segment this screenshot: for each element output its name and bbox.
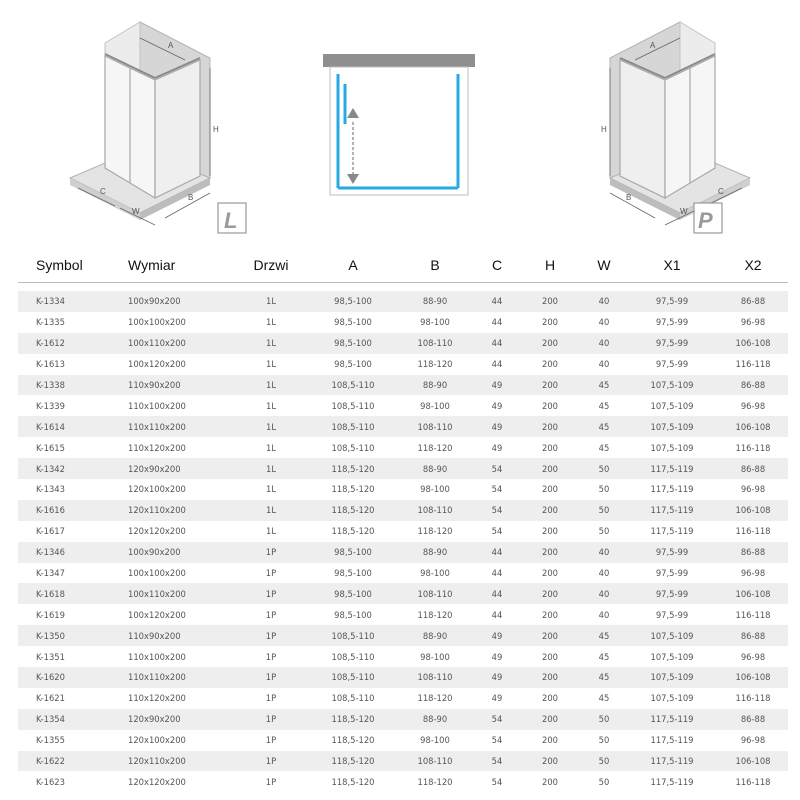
cell-w: 40 (598, 296, 610, 307)
cell-wymiar: 120x120x200 (128, 526, 186, 537)
cell-h: 200 (542, 672, 558, 683)
header-b: B (430, 257, 440, 273)
cell-a: 98,5-100 (334, 547, 372, 558)
cell-c: 49 (491, 630, 503, 641)
cell-wymiar: 120x110x200 (128, 505, 186, 516)
cell-c: 49 (491, 442, 503, 453)
cell-x1: 107,5-109 (650, 421, 694, 432)
cell-symbol: K-1350 (36, 630, 65, 641)
cell-b: 118-120 (417, 359, 453, 370)
cell-a: 108,5-110 (331, 400, 375, 411)
diagram-area (0, 0, 800, 240)
cell-w: 50 (598, 756, 610, 767)
cell-drzwi: 1L (266, 317, 276, 328)
cell-w: 40 (598, 568, 610, 579)
label-b: B (188, 193, 194, 202)
cell-drzwi: 1P (265, 609, 277, 620)
cell-w: 45 (598, 651, 610, 662)
cell-b: 98-100 (420, 651, 450, 662)
label-c: C (100, 187, 106, 196)
cell-wymiar: 120x110x200 (128, 756, 186, 767)
cell-x1: 107,5-109 (650, 630, 694, 641)
cell-h: 200 (542, 714, 558, 725)
table-row (18, 709, 788, 730)
cell-drzwi: 1P (265, 588, 277, 599)
cell-symbol: K-1612 (36, 338, 65, 349)
cell-wymiar: 110x120x200 (128, 442, 186, 453)
label-a: A (168, 41, 174, 50)
cell-symbol: K-1354 (36, 714, 65, 725)
badge-p: P (698, 208, 713, 233)
cell-x2: 86-88 (740, 547, 766, 558)
cell-drzwi: 1L (266, 338, 276, 349)
cell-a: 108,5-110 (331, 693, 375, 704)
cell-x2: 96-98 (740, 651, 766, 662)
cell-x2: 96-98 (740, 484, 766, 495)
cell-b: 118-120 (417, 609, 453, 620)
cell-c: 49 (491, 400, 503, 411)
cell-x2: 116-118 (735, 776, 771, 787)
cell-symbol: K-1347 (36, 568, 65, 579)
cell-w: 40 (598, 588, 610, 599)
cell-h: 200 (542, 588, 558, 599)
cell-x1: 117,5-119 (650, 463, 694, 474)
cell-wymiar: 100x100x200 (128, 317, 186, 328)
cell-a: 118,5-120 (331, 756, 375, 767)
cell-symbol: K-1622 (36, 756, 65, 767)
cell-h: 200 (542, 735, 558, 746)
cell-h: 200 (542, 484, 558, 495)
cell-symbol: K-1334 (36, 296, 65, 307)
cell-h: 200 (542, 547, 558, 558)
cell-wymiar: 100x100x200 (128, 568, 186, 579)
cell-c: 44 (491, 588, 503, 599)
cell-h: 200 (542, 505, 558, 516)
cell-w: 45 (598, 693, 610, 704)
cell-x1: 107,5-109 (650, 442, 694, 453)
cell-h: 200 (542, 400, 558, 411)
cell-c: 54 (491, 484, 503, 495)
cell-drzwi: 1P (265, 568, 277, 579)
cell-x1: 97,5-99 (655, 338, 689, 349)
cell-x2: 106-108 (735, 338, 771, 349)
cell-wymiar: 110x100x200 (128, 651, 186, 662)
cell-w: 50 (598, 463, 610, 474)
cell-x2: 116-118 (735, 526, 771, 537)
cell-a: 118,5-120 (331, 735, 375, 746)
cell-h: 200 (542, 651, 558, 662)
cell-w: 40 (598, 338, 610, 349)
cell-x1: 97,5-99 (655, 609, 689, 620)
cell-x1: 97,5-99 (655, 296, 689, 307)
cell-x2: 96-98 (740, 317, 766, 328)
cell-a: 108,5-110 (331, 630, 375, 641)
cell-x1: 107,5-109 (650, 693, 694, 704)
cell-x1: 107,5-109 (650, 380, 694, 390)
cell-a: 98,5-100 (334, 317, 372, 328)
cell-w: 50 (598, 735, 610, 746)
header-row (18, 248, 788, 283)
cell-b: 108-110 (417, 338, 453, 349)
cell-h: 200 (542, 756, 558, 767)
cell-wymiar: 120x100x200 (128, 484, 186, 495)
cell-x1: 107,5-109 (650, 672, 694, 683)
spacer-row (18, 283, 788, 292)
cell-w: 45 (598, 630, 610, 641)
shower-right-diagram (560, 8, 760, 238)
header-x1: X1 (663, 257, 681, 273)
cell-h: 200 (542, 526, 558, 537)
cell-drzwi: 1L (266, 359, 276, 370)
cell-a: 118,5-120 (331, 463, 375, 474)
label-h: H (213, 125, 219, 134)
cell-c: 44 (491, 317, 503, 328)
cell-h: 200 (542, 317, 558, 328)
cell-b: 98-100 (420, 568, 450, 579)
cell-a: 98,5-100 (334, 296, 372, 307)
table-row (18, 730, 788, 751)
header-c: C (491, 257, 503, 273)
cell-symbol: K-1616 (36, 505, 65, 516)
cell-x2: 86-88 (740, 714, 766, 725)
cell-h: 200 (542, 442, 558, 453)
cell-h: 200 (542, 338, 558, 349)
label-w-right: W (680, 207, 688, 216)
cell-drzwi: 1P (265, 756, 277, 767)
cell-symbol: K-1346 (36, 547, 65, 558)
cell-x1: 117,5-119 (650, 714, 694, 725)
cell-x2: 86-88 (740, 296, 766, 307)
label-c-right: C (718, 187, 724, 196)
cell-x2: 106-108 (735, 756, 771, 767)
label-w: W (132, 207, 140, 216)
cell-b: 88-90 (422, 296, 448, 307)
cell-x1: 117,5-119 (650, 735, 694, 746)
cell-wymiar: 100x90x200 (128, 296, 181, 307)
cell-h: 200 (542, 421, 558, 432)
cell-a: 118,5-120 (331, 776, 375, 787)
cell-symbol: K-1613 (36, 359, 65, 370)
cell-wymiar: 100x110x200 (128, 588, 186, 599)
cell-w: 45 (598, 672, 610, 683)
cell-c: 44 (491, 609, 503, 620)
cell-symbol: K-1615 (36, 442, 65, 453)
badge-l: L (224, 208, 238, 233)
cell-w: 50 (598, 526, 610, 537)
cell-a: 98,5-100 (334, 359, 372, 370)
cell-b: 108-110 (417, 672, 453, 683)
cell-c: 49 (491, 672, 503, 683)
cell-a: 98,5-100 (334, 609, 372, 620)
cell-h: 200 (542, 380, 558, 390)
cell-drzwi: 1L (266, 505, 276, 516)
cell-wymiar: 100x90x200 (128, 547, 181, 558)
cell-drzwi: 1L (266, 421, 276, 432)
cell-a: 118,5-120 (331, 526, 375, 537)
label-h-right: H (601, 125, 607, 134)
cell-c: 49 (491, 380, 503, 390)
cell-symbol: K-1614 (36, 421, 65, 432)
cell-h: 200 (542, 359, 558, 370)
cell-c: 49 (491, 693, 503, 704)
cell-wymiar: 110x90x200 (128, 380, 181, 390)
cell-a: 108,5-110 (331, 442, 375, 453)
cell-w: 50 (598, 776, 610, 787)
cell-a: 98,5-100 (334, 588, 372, 599)
header-w: W (597, 257, 611, 273)
cell-c: 54 (491, 505, 503, 516)
cell-h: 200 (542, 609, 558, 620)
cell-a: 98,5-100 (334, 338, 372, 349)
cell-b: 118-120 (417, 776, 453, 787)
cell-drzwi: 1P (265, 651, 277, 662)
cell-b: 98-100 (420, 735, 450, 746)
sliding-door-schematic (318, 50, 480, 200)
cell-wymiar: 110x100x200 (128, 400, 186, 411)
cell-wymiar: 110x110x200 (128, 672, 186, 683)
cell-symbol: K-1342 (36, 463, 65, 474)
cell-wymiar: 100x120x200 (128, 359, 186, 370)
table-row (18, 395, 788, 416)
cell-drzwi: 1L (266, 463, 276, 474)
cell-wymiar: 120x120x200 (128, 776, 186, 787)
cell-a: 108,5-110 (331, 651, 375, 662)
cell-c: 44 (491, 547, 503, 558)
cell-drzwi: 1P (265, 547, 277, 558)
cell-h: 200 (542, 776, 558, 787)
table-row (18, 500, 788, 521)
table-row (18, 521, 788, 542)
table-row (18, 771, 788, 792)
cell-symbol: K-1335 (36, 317, 65, 328)
cell-x2: 86-88 (740, 380, 766, 390)
cell-drzwi: 1P (265, 630, 277, 641)
header-a: A (348, 257, 358, 273)
table-row (18, 583, 788, 604)
table-row (18, 646, 788, 667)
cell-a: 108,5-110 (331, 672, 375, 683)
cell-x1: 97,5-99 (655, 568, 689, 579)
cell-wymiar: 110x110x200 (128, 421, 186, 432)
table-row (18, 416, 788, 437)
cell-b: 98-100 (420, 317, 450, 328)
cell-c: 49 (491, 421, 503, 432)
table-row (18, 667, 788, 688)
cell-wymiar: 120x90x200 (128, 714, 181, 725)
table-row (18, 688, 788, 709)
cell-h: 200 (542, 463, 558, 474)
cell-drzwi: 1L (266, 484, 276, 495)
cell-b: 88-90 (422, 630, 448, 641)
table-row (18, 291, 788, 312)
cell-a: 98,5-100 (334, 568, 372, 579)
label-a-right: A (650, 41, 656, 50)
table-row (18, 375, 788, 396)
cell-w: 45 (598, 442, 610, 453)
cell-x1: 97,5-99 (655, 547, 689, 558)
table-row (18, 625, 788, 646)
cell-x1: 117,5-119 (650, 776, 694, 787)
cell-w: 40 (598, 609, 610, 620)
cell-x2: 96-98 (740, 400, 766, 411)
cell-x2: 116-118 (735, 609, 771, 620)
cell-x2: 96-98 (740, 568, 766, 579)
cell-x1: 117,5-119 (650, 484, 694, 495)
cell-drzwi: 1L (266, 380, 276, 390)
cell-c: 54 (491, 735, 503, 746)
cell-x1: 107,5-109 (650, 400, 694, 411)
cell-w: 50 (598, 714, 610, 725)
cell-w: 45 (598, 400, 610, 411)
cell-a: 108,5-110 (331, 380, 375, 390)
cell-b: 88-90 (422, 463, 448, 474)
table-row (18, 333, 788, 354)
cell-symbol: K-1617 (36, 526, 65, 537)
cell-drzwi: 1P (265, 735, 277, 746)
cell-drzwi: 1P (265, 714, 277, 725)
cell-b: 98-100 (420, 484, 450, 495)
header-wymiar: Wymiar (128, 257, 176, 273)
cell-x2: 106-108 (735, 505, 771, 516)
cell-h: 200 (542, 296, 558, 307)
cell-symbol: K-1623 (36, 776, 65, 787)
table-row (18, 479, 788, 500)
cell-b: 108-110 (417, 505, 453, 516)
cell-drzwi: 1L (266, 526, 276, 537)
cell-wymiar: 120x90x200 (128, 463, 181, 474)
cell-w: 50 (598, 484, 610, 495)
cell-x2: 116-118 (735, 359, 771, 370)
cell-wymiar: 110x90x200 (128, 630, 181, 641)
dimensions-table (18, 248, 788, 792)
header-symbol: Symbol (36, 257, 83, 273)
shower-left-diagram (60, 8, 260, 238)
cell-wymiar: 120x100x200 (128, 735, 186, 746)
cell-symbol: K-1621 (36, 693, 65, 704)
table-row (18, 542, 788, 563)
cell-x2: 116-118 (735, 442, 771, 453)
cell-b: 108-110 (417, 756, 453, 767)
cell-x2: 106-108 (735, 588, 771, 599)
cell-c: 54 (491, 463, 503, 474)
cell-x1: 107,5-109 (650, 651, 694, 662)
cell-c: 54 (491, 714, 503, 725)
cell-b: 108-110 (417, 421, 453, 432)
cell-x1: 117,5-119 (650, 505, 694, 516)
cell-drzwi: 1P (265, 672, 277, 683)
cell-w: 40 (598, 359, 610, 370)
cell-x1: 97,5-99 (655, 588, 689, 599)
cell-drzwi: 1P (265, 776, 277, 787)
header-x2: X2 (744, 257, 762, 273)
label-b-right: B (626, 193, 632, 202)
cell-symbol: K-1338 (36, 380, 65, 390)
cell-b: 88-90 (422, 547, 448, 558)
cell-x1: 117,5-119 (650, 526, 694, 537)
header-drzwi: Drzwi (253, 257, 289, 273)
cell-x2: 106-108 (735, 421, 771, 432)
cell-c: 44 (491, 568, 503, 579)
cell-drzwi: 1L (266, 442, 276, 453)
table-row (18, 312, 788, 333)
table-row (18, 604, 788, 625)
cell-b: 118-120 (417, 442, 453, 453)
table-row (18, 354, 788, 375)
cell-h: 200 (542, 630, 558, 641)
cell-w: 50 (598, 505, 610, 516)
cell-x1: 97,5-99 (655, 317, 689, 328)
table-row (18, 563, 788, 584)
cell-b: 98-100 (420, 400, 450, 411)
cell-w: 40 (598, 547, 610, 558)
cell-x2: 106-108 (735, 672, 771, 683)
cell-w: 45 (598, 380, 610, 390)
table-body (18, 283, 788, 793)
cell-x2: 116-118 (735, 693, 771, 704)
cell-x1: 117,5-119 (650, 756, 694, 767)
cell-drzwi: 1P (265, 693, 277, 704)
cell-x2: 86-88 (740, 630, 766, 641)
cell-x1: 97,5-99 (655, 359, 689, 370)
cell-b: 88-90 (422, 714, 448, 725)
cell-drzwi: 1L (266, 400, 276, 411)
header-h: H (544, 257, 556, 273)
cell-symbol: K-1620 (36, 672, 65, 683)
cell-wymiar: 100x120x200 (128, 609, 186, 620)
cell-x2: 96-98 (740, 735, 766, 746)
cell-symbol: K-1351 (36, 651, 65, 662)
cell-wymiar: 110x120x200 (128, 693, 186, 704)
cell-b: 118-120 (417, 693, 453, 704)
cell-a: 118,5-120 (331, 505, 375, 516)
cell-c: 49 (491, 651, 503, 662)
cell-c: 54 (491, 776, 503, 787)
cell-symbol: K-1343 (36, 484, 65, 495)
cell-x2: 86-88 (740, 463, 766, 474)
table-row (18, 437, 788, 458)
table-row (18, 458, 788, 479)
cell-c: 44 (491, 359, 503, 370)
cell-c: 54 (491, 526, 503, 537)
cell-c: 54 (491, 756, 503, 767)
cell-drzwi: 1L (266, 296, 276, 307)
cell-a: 118,5-120 (331, 484, 375, 495)
cell-a: 108,5-110 (331, 421, 375, 432)
cell-a: 118,5-120 (331, 714, 375, 725)
cell-w: 45 (598, 421, 610, 432)
cell-symbol: K-1339 (36, 400, 65, 411)
cell-b: 88-90 (422, 380, 448, 390)
cell-c: 44 (491, 296, 503, 307)
cell-symbol: K-1619 (36, 609, 65, 620)
cell-b: 118-120 (417, 526, 453, 537)
cell-symbol: K-1618 (36, 588, 65, 599)
table-row (18, 751, 788, 772)
cell-h: 200 (542, 568, 558, 579)
cell-h: 200 (542, 693, 558, 704)
cell-wymiar: 100x110x200 (128, 338, 186, 349)
cell-symbol: K-1355 (36, 735, 65, 746)
cell-c: 44 (491, 338, 503, 349)
cell-b: 108-110 (417, 588, 453, 599)
table-header (18, 248, 788, 283)
cell-w: 40 (598, 317, 610, 328)
